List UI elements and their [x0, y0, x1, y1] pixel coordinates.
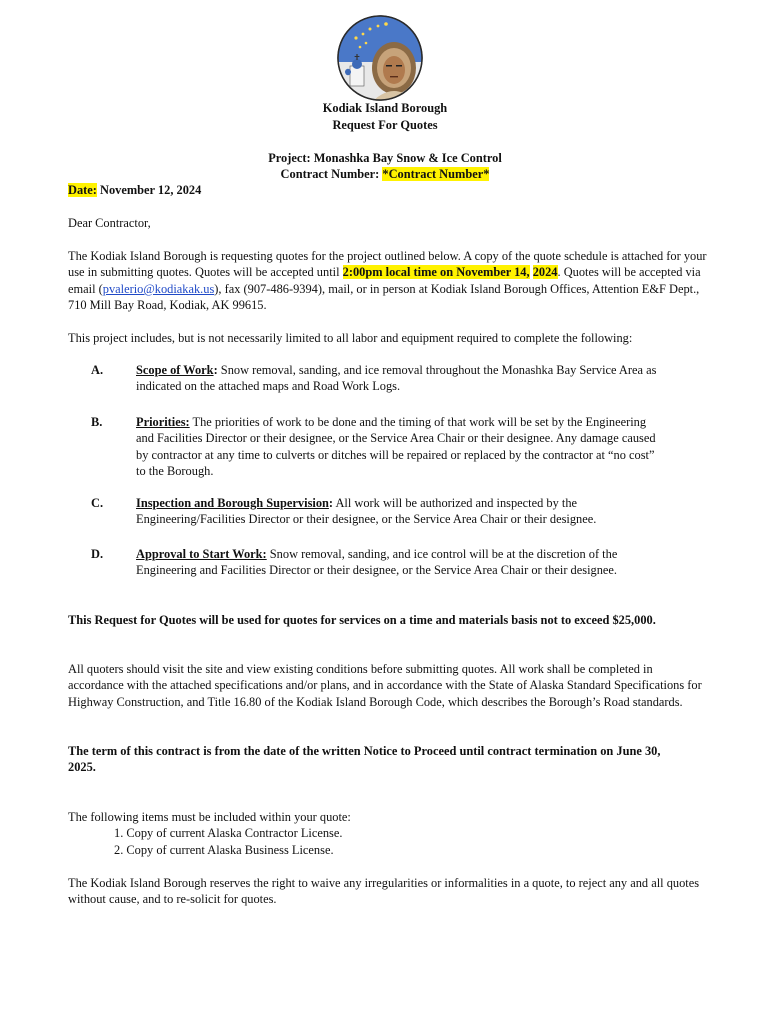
document-type: Request For Quotes: [332, 118, 438, 132]
contract-term-statement: The term of this contract is from the date of the written Notice to Proceed until contract termination on June 30, 2025.: [68, 744, 661, 775]
not-to-exceed-statement: This Request for Quotes will be used for quotes for services on a time and materials basis not to exceed $25,000.: [68, 613, 656, 627]
requirements-intro: The following items must be included within your quote:: [68, 810, 351, 824]
item-letter: C.: [91, 496, 104, 510]
deadline-highlight-b: 2024: [532, 265, 558, 280]
item-approval: [136, 546, 666, 579]
intro-paragraph: [68, 248, 708, 314]
contract-number-value: *Contract Number*: [382, 167, 490, 181]
item-text: Snow removal, sanding, and ice removal throughout the Monashka Bay Service Area as indicated on the attached maps and Road Work Logs.: [136, 363, 657, 394]
deadline-highlight-a: 2:00pm local time on November 14,: [342, 265, 530, 280]
intro-text-3: ), fax (907-486-9394), mail, or in person at Kodiak Island Borough Offices, Attention E&F Dept., 710 Mill Bay Road, Kodiak, AK 99615.: [68, 281, 700, 313]
intro-text-1: The Kodiak Island Borough is requesting quotes for the project outlined below. A copy of the quote schedule is attached for your use in submitting quotes. Quotes will be accepted until: [68, 249, 707, 280]
item-priorities: [136, 414, 666, 480]
item-colon: :: [328, 496, 334, 510]
item-title: Priorities:: [136, 415, 190, 429]
date-label: Date:: [68, 183, 97, 197]
date-value: November 12, 2024: [96, 183, 202, 197]
item-scope-of-work: [136, 362, 666, 395]
item-title: Inspection and Borough Supervision: [136, 496, 329, 510]
site-visit-paragraph: All quoters should visit the site and view existing conditions before submitting quotes. All work shall be completed in accordance with the attached specifications and/or plans, and in accordance with the State of Alaska Standard Specifications for Highway Construction, and Title 16.80 of the Kodiak Island Borough Code, which describes the Borough’s Road standards.: [68, 662, 702, 709]
contract-number-label: Contract Number:: [280, 167, 383, 181]
email-link[interactable]: pvalerio@kodiakak.us: [102, 281, 215, 296]
item-text: The priorities of work to be done and the timing of that work will be set by the Engineering and Facilities Director or their designee, or the Service Area Chair or their designee. Any damage caused by contractor at any time to culverts or ditches will be repaired or replaced by the contractor at “no cost” to the Borough.: [136, 415, 656, 479]
item-text: Snow removal, sanding, and ice control will be at the discretion of the Engineering and Facilities Director or their designee, or the Service Area Chair or their designee.: [136, 547, 618, 578]
item-title: Scope of Work: [136, 363, 214, 377]
contract-number-line: [0, 166, 770, 182]
intro-text-2: . Quotes will be accepted via email (: [68, 265, 701, 296]
borough-seal-logo: [336, 14, 424, 102]
item-inspection: [136, 495, 666, 528]
item-title: Approval to Start Work:: [136, 547, 267, 561]
date-line: [68, 182, 201, 198]
scope-intro: This project includes, but is not necessarily limited to all labor and equipment required to complete the following:: [68, 331, 633, 345]
item-letter: A.: [91, 363, 104, 377]
requirement-item: 1. Copy of current Alaska Contractor License.: [114, 826, 343, 840]
requirement-item: 2. Copy of current Alaska Business License.: [114, 843, 334, 857]
item-colon: :: [213, 363, 218, 377]
item-letter: B.: [91, 415, 103, 429]
project-title: Project: Monashka Bay Snow & Ice Control: [268, 151, 502, 165]
salutation: Dear Contractor,: [68, 216, 151, 230]
item-letter: D.: [91, 547, 104, 561]
reserve-rights-paragraph: The Kodiak Island Borough reserves the right to waive any irregularities or informalities in a quote, to reject any and all quotes without cause, and to re-solicit for quotes.: [68, 876, 700, 907]
item-text: All work will be authorized and inspected by the Engineering/Facilities Director or their designee, or the Service Area Chair or their designee.: [136, 496, 597, 527]
org-name: Kodiak Island Borough: [322, 101, 448, 115]
